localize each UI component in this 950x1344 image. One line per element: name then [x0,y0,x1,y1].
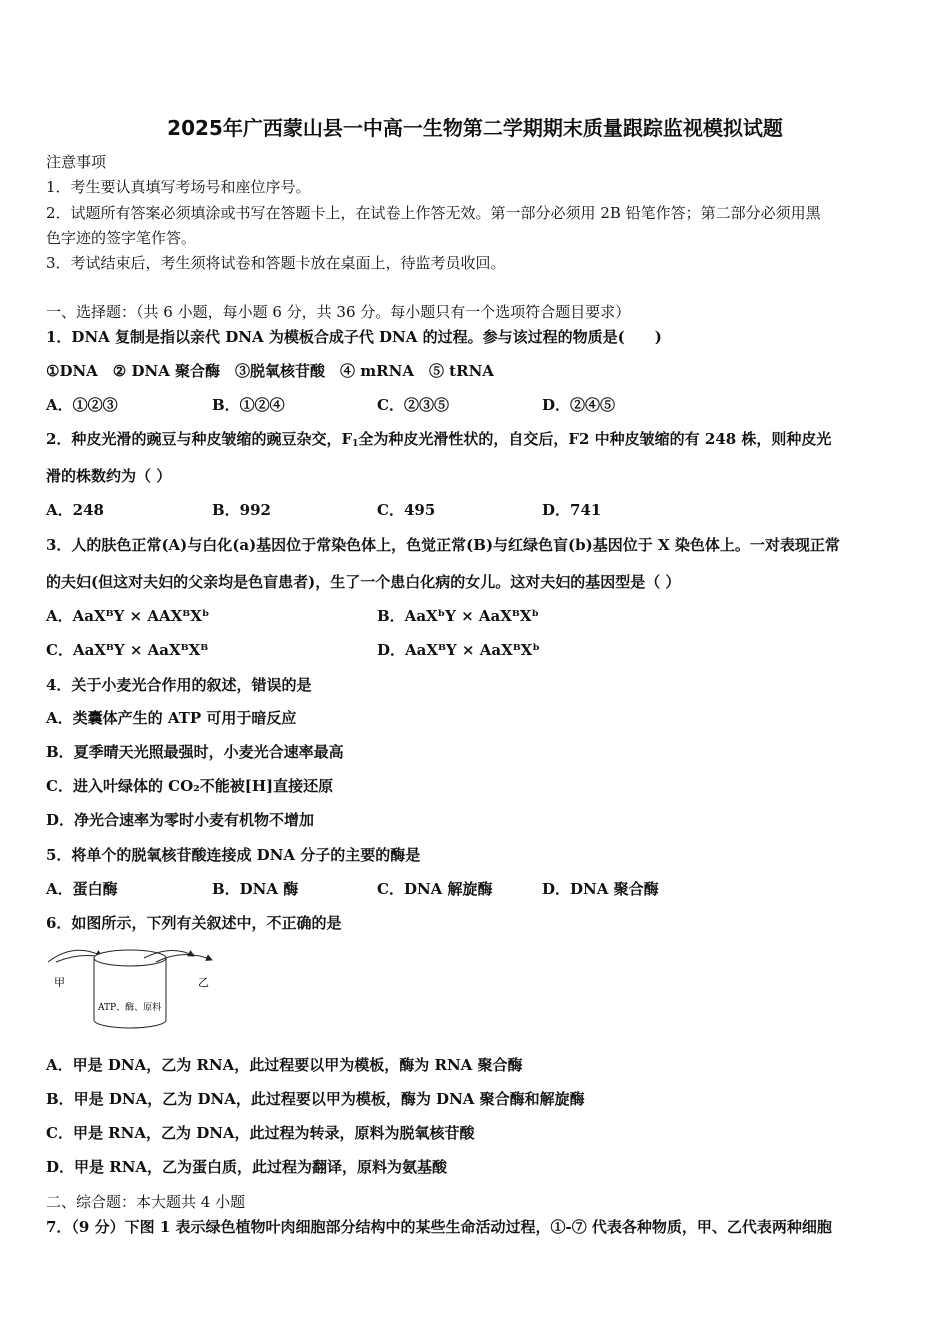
question-5-option-c: C．DNA 解旋酶 [377,880,493,898]
notice-item: 2．试题所有答案必须填涂或书写在答题卡上，在试卷上作答无效。第一部分必须用 2B 铅笔作答；第二部分必须用黑 [46,204,821,222]
section2-heading: 二、综合题：本大题共 4 小题 [46,1193,246,1211]
question-6-option-c: C．甲是 RNA，乙为 DNA，此过程为转录，原料为脱氧核苷酸 [46,1124,475,1142]
question-1-stem: 1．DNA 复制是指以亲代 DNA 为模板合成子代 DNA 的过程。参与该过程的物质是( ) [46,328,662,346]
notice-item: 1．考生要认真填写考场号和座位序号。 [46,178,311,196]
question-2-stem-cont: 滑的株数约为（ ） [46,467,172,485]
question-6-option-b: B．甲是 DNA，乙为 DNA，此过程要以甲为模板，酶为 DNA 聚合酶和解旋酶 [46,1090,585,1108]
question-5-stem: 5．将单个的脱氧核苷酸连接成 DNA 分子的主要的酶是 [46,846,421,864]
question-3-option-c: C．AaXᴮY × AaXᴮXᴮ [46,641,209,659]
question-6-figure [44,942,224,1034]
question-7-stem: 7．（9 分）下图 1 表示绿色植物叶肉细胞部分结构中的某些生命活动过程，①-⑦ 代表各种物质，甲、乙代表两种细胞 [46,1218,832,1236]
question-1-option-c: C．②③⑤ [377,396,449,414]
question-5-option-d: D．DNA 聚合酶 [542,880,659,898]
question-2-stem-a: 2．种皮光滑的豌豆与种皮皱缩的豌豆杂交，F [46,430,353,448]
question-4-option-b: B．夏季晴天光照最强时，小麦光合速率最高 [46,743,344,761]
page-title: 2025年广西蒙山县一中高一生物第二学期期末质量跟踪监视模拟试题 [167,116,783,140]
question-4-option-c: C．进入叶绿体的 CO₂不能被[H]直接还原 [46,777,334,795]
question-2-option-c: C．495 [377,501,436,519]
notice-item: 3．考试结束后，考生须将试卷和答题卡放在桌面上，待监考员收回。 [46,254,506,272]
question-1-items: ①DNA ② DNA 聚合酶 ③脱氧核苷酸 ④ mRNA ⑤ tRNA [46,362,494,380]
question-2-option-b: B．992 [212,501,271,519]
question-3-stem: 3．人的肤色正常(A)与白化(a)基因位于常染色体上，色觉正常(B)与红绿色盲(b)基因位于 X 染色体上。一对表现正常 [46,536,840,554]
notice-item: 色字迹的签字笔作答。 [46,229,197,247]
question-6-stem: 6．如图所示，下列有关叙述中，不正确的是 [46,914,342,932]
cylinder-body [94,958,166,1028]
question-2-stem-sub: 1 [352,439,359,449]
question-6-option-a: A．甲是 DNA，乙为 RNA，此过程要以甲为模板，酶为 RNA 聚合酶 [46,1056,523,1074]
question-4-option-d: D．净光合速率为零时小麦有机物不增加 [46,811,315,829]
notice-heading: 注意事项 [46,153,107,171]
question-2-option-a: A．248 [46,501,104,519]
question-3-option-b: B．AaXᵇY × AaXᴮXᵇ [377,607,539,625]
question-3-stem-cont: 的夫妇(但这对夫妇的父亲均是色盲患者)，生了一个患白化病的女儿。这对夫妇的基因型是（ ） [46,573,681,591]
question-1-option-a: A．①②③ [46,396,118,414]
section1-heading: 一、选择题：（共 6 小题，每小题 6 分，共 36 分。每小题只有一个选项符合题目要求） [46,303,631,321]
figure-left-label: 甲 [54,976,65,989]
question-2-stem [46,429,831,454]
figure-right-label: 乙 [198,976,209,989]
question-4-option-a: A．类囊体产生的 ATP 可用于暗反应 [46,709,297,727]
question-6-option-d: D．甲是 RNA，乙为蛋白质，此过程为翻译，原料为氨基酸 [46,1158,448,1176]
question-2-stem-b: 全为种皮光滑性状的，自交后，F2 中种皮皱缩的有 248 株，则种皮光 [358,430,832,448]
cylinder-top [94,950,166,966]
question-1-option-b: B．①②④ [212,396,285,414]
question-3-option-a: A．AaXᴮY × AAXᴮXᵇ [46,607,210,625]
question-1-option-d: D．②④⑤ [542,396,616,414]
figure-cylinder-label: ATP、酶、原料 [98,1003,162,1013]
question-4-stem: 4．关于小麦光合作用的叙述，错误的是 [46,676,312,694]
question-2-option-d: D．741 [542,501,602,519]
question-5-option-a: A．蛋白酶 [46,880,118,898]
question-3-option-d: D．AaXᴮY × AaXᴮXᵇ [377,641,540,659]
question-5-option-b: B．DNA 酶 [212,880,299,898]
